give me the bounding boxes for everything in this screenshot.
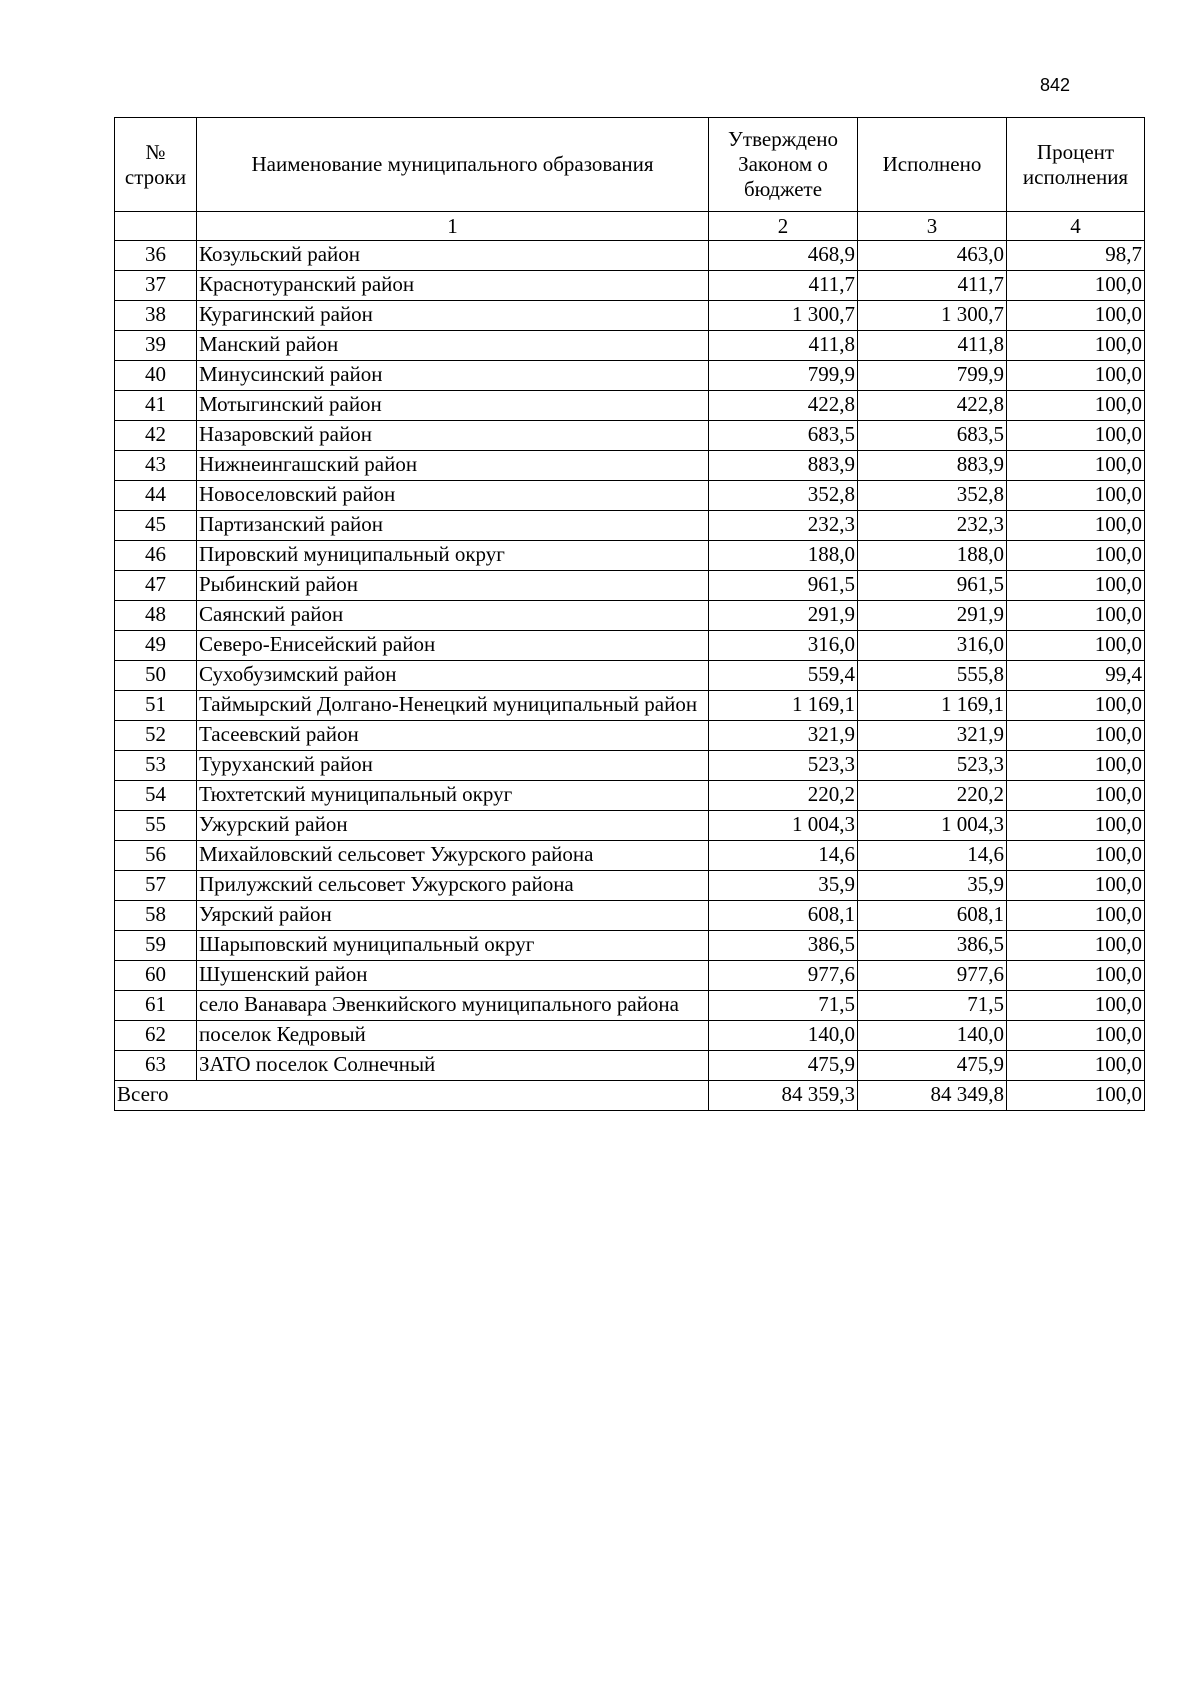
- executed-value: 35,9: [858, 871, 1007, 901]
- row-number: 42: [115, 421, 197, 451]
- row-number: 47: [115, 571, 197, 601]
- municipality-name: ЗАТО поселок Солнечный: [197, 1051, 709, 1081]
- municipality-name: Курагинский район: [197, 301, 709, 331]
- municipality-name: Рыбинский район: [197, 571, 709, 601]
- approved-value: 977,6: [709, 961, 858, 991]
- municipality-name: Северо-Енисейский район: [197, 631, 709, 661]
- percent-value: 100,0: [1007, 541, 1145, 571]
- percent-value: 100,0: [1007, 691, 1145, 721]
- municipality-name: Партизанский район: [197, 511, 709, 541]
- table-row: [115, 481, 1145, 511]
- row-number: 59: [115, 931, 197, 961]
- municipality-name: Пировский муниципальный округ: [197, 541, 709, 571]
- municipality-name: Сухобузимский район: [197, 661, 709, 691]
- executed-value: 411,8: [858, 331, 1007, 361]
- municipality-name: Манский район: [197, 331, 709, 361]
- row-number: 50: [115, 661, 197, 691]
- row-number: 45: [115, 511, 197, 541]
- table-row: [115, 961, 1145, 991]
- municipality-name: Тюхтетский муниципальный округ: [197, 781, 709, 811]
- percent-value: 100,0: [1007, 1051, 1145, 1081]
- percent-value: 100,0: [1007, 571, 1145, 601]
- table-row: [115, 331, 1145, 361]
- executed-value: 321,9: [858, 721, 1007, 751]
- approved-value: 1 300,7: [709, 301, 858, 331]
- table-row: [115, 451, 1145, 481]
- row-number: 40: [115, 361, 197, 391]
- approved-value: 523,3: [709, 751, 858, 781]
- approved-value: 411,8: [709, 331, 858, 361]
- executed-value: 977,6: [858, 961, 1007, 991]
- total-approved: 84 359,3: [709, 1081, 858, 1111]
- municipality-name: Мотыгинский район: [197, 391, 709, 421]
- total-row: [115, 1081, 1145, 1111]
- table-row: [115, 1051, 1145, 1081]
- header-name: Наименование муниципального образования: [197, 118, 709, 212]
- approved-value: 883,9: [709, 451, 858, 481]
- percent-value: 100,0: [1007, 421, 1145, 451]
- row-number: 46: [115, 541, 197, 571]
- table-body: [115, 241, 1145, 1081]
- table-row: [115, 421, 1145, 451]
- executed-value: 71,5: [858, 991, 1007, 1021]
- row-number: 43: [115, 451, 197, 481]
- row-number: 57: [115, 871, 197, 901]
- column-number: 2: [709, 212, 858, 241]
- municipality-name: Шарыповский муниципальный округ: [197, 931, 709, 961]
- municipality-name: Ужурский район: [197, 811, 709, 841]
- table-row: [115, 751, 1145, 781]
- row-number: 52: [115, 721, 197, 751]
- executed-value: 961,5: [858, 571, 1007, 601]
- row-number: 36: [115, 241, 197, 271]
- executed-value: 475,9: [858, 1051, 1007, 1081]
- percent-value: 100,0: [1007, 331, 1145, 361]
- approved-value: 386,5: [709, 931, 858, 961]
- percent-value: 100,0: [1007, 991, 1145, 1021]
- approved-value: 608,1: [709, 901, 858, 931]
- table-row: [115, 841, 1145, 871]
- table-row: [115, 901, 1145, 931]
- executed-value: 291,9: [858, 601, 1007, 631]
- approved-value: 411,7: [709, 271, 858, 301]
- table-row: [115, 661, 1145, 691]
- municipality-name: поселок Кедровый: [197, 1021, 709, 1051]
- approved-value: 220,2: [709, 781, 858, 811]
- table-row: [115, 871, 1145, 901]
- executed-value: 352,8: [858, 481, 1007, 511]
- approved-value: 35,9: [709, 871, 858, 901]
- row-number: 55: [115, 811, 197, 841]
- table-row: [115, 691, 1145, 721]
- percent-value: 100,0: [1007, 301, 1145, 331]
- row-number: 58: [115, 901, 197, 931]
- municipality-name: Шушенский район: [197, 961, 709, 991]
- table-row: [115, 1021, 1145, 1051]
- approved-value: 321,9: [709, 721, 858, 751]
- executed-value: 555,8: [858, 661, 1007, 691]
- executed-value: 683,5: [858, 421, 1007, 451]
- column-numbers-row: [115, 212, 1145, 241]
- executed-value: 1 300,7: [858, 301, 1007, 331]
- row-number: 41: [115, 391, 197, 421]
- row-number: 37: [115, 271, 197, 301]
- row-number: 63: [115, 1051, 197, 1081]
- percent-value: 100,0: [1007, 931, 1145, 961]
- municipality-name: Назаровский район: [197, 421, 709, 451]
- percent-value: 100,0: [1007, 781, 1145, 811]
- row-number: 54: [115, 781, 197, 811]
- approved-value: 468,9: [709, 241, 858, 271]
- percent-value: 100,0: [1007, 961, 1145, 991]
- percent-value: 100,0: [1007, 361, 1145, 391]
- approved-value: 291,9: [709, 601, 858, 631]
- executed-value: 463,0: [858, 241, 1007, 271]
- header-row-no: № строки: [115, 118, 197, 212]
- percent-value: 100,0: [1007, 391, 1145, 421]
- executed-value: 188,0: [858, 541, 1007, 571]
- table-header-row: [115, 118, 1145, 212]
- municipality-name: Таймырский Долгано-Ненецкий муниципальный район: [197, 691, 709, 721]
- approved-value: 559,4: [709, 661, 858, 691]
- percent-value: 100,0: [1007, 721, 1145, 751]
- executed-value: 1 004,3: [858, 811, 1007, 841]
- column-number: 4: [1007, 212, 1145, 241]
- executed-value: 799,9: [858, 361, 1007, 391]
- approved-value: 71,5: [709, 991, 858, 1021]
- header-percent: Процент исполнения: [1007, 118, 1145, 212]
- percent-value: 100,0: [1007, 481, 1145, 511]
- row-number: 48: [115, 601, 197, 631]
- table-row: [115, 241, 1145, 271]
- executed-value: 14,6: [858, 841, 1007, 871]
- executed-value: 523,3: [858, 751, 1007, 781]
- percent-value: 100,0: [1007, 1021, 1145, 1051]
- executed-value: 1 169,1: [858, 691, 1007, 721]
- percent-value: 100,0: [1007, 871, 1145, 901]
- approved-value: 475,9: [709, 1051, 858, 1081]
- executed-value: 422,8: [858, 391, 1007, 421]
- row-number: 38: [115, 301, 197, 331]
- executed-value: 608,1: [858, 901, 1007, 931]
- executed-value: 411,7: [858, 271, 1007, 301]
- approved-value: 422,8: [709, 391, 858, 421]
- row-number: 61: [115, 991, 197, 1021]
- municipality-name: Новоселовский район: [197, 481, 709, 511]
- table-row: [115, 391, 1145, 421]
- table-row: [115, 781, 1145, 811]
- percent-value: 100,0: [1007, 451, 1145, 481]
- row-number: 53: [115, 751, 197, 781]
- approved-value: 14,6: [709, 841, 858, 871]
- executed-value: 386,5: [858, 931, 1007, 961]
- budget-execution-table: [114, 117, 1145, 1111]
- header-executed: Исполнено: [858, 118, 1007, 212]
- row-number: 39: [115, 331, 197, 361]
- municipality-name: Саянский район: [197, 601, 709, 631]
- approved-value: 232,3: [709, 511, 858, 541]
- executed-value: 883,9: [858, 451, 1007, 481]
- column-number-blank: [115, 212, 197, 241]
- municipality-name: село Ванавара Эвенкийского муниципального района: [197, 991, 709, 1021]
- total-percent: 100,0: [1007, 1081, 1145, 1111]
- column-number: 3: [858, 212, 1007, 241]
- row-number: 60: [115, 961, 197, 991]
- page-number: 842: [1040, 75, 1071, 95]
- row-number: 44: [115, 481, 197, 511]
- total-label: Всего: [115, 1081, 709, 1111]
- municipality-name: Краснотуранский район: [197, 271, 709, 301]
- column-number: 1: [197, 212, 709, 241]
- table-row: [115, 601, 1145, 631]
- table-row: [115, 271, 1145, 301]
- row-number: 56: [115, 841, 197, 871]
- total-executed: 84 349,8: [858, 1081, 1007, 1111]
- executed-value: 140,0: [858, 1021, 1007, 1051]
- municipality-name: Михайловский сельсовет Ужурского района: [197, 841, 709, 871]
- table-row: [115, 301, 1145, 331]
- municipality-name: Тасеевский район: [197, 721, 709, 751]
- approved-value: 1 169,1: [709, 691, 858, 721]
- percent-value: 100,0: [1007, 601, 1145, 631]
- percent-value: 100,0: [1007, 811, 1145, 841]
- table-row: [115, 571, 1145, 601]
- municipality-name: Уярский район: [197, 901, 709, 931]
- row-number: 49: [115, 631, 197, 661]
- approved-value: 961,5: [709, 571, 858, 601]
- approved-value: 188,0: [709, 541, 858, 571]
- percent-value: 100,0: [1007, 511, 1145, 541]
- table-row: [115, 811, 1145, 841]
- approved-value: 1 004,3: [709, 811, 858, 841]
- approved-value: 316,0: [709, 631, 858, 661]
- percent-value: 100,0: [1007, 901, 1145, 931]
- executed-value: 316,0: [858, 631, 1007, 661]
- approved-value: 683,5: [709, 421, 858, 451]
- percent-value: 98,7: [1007, 241, 1145, 271]
- approved-value: 352,8: [709, 481, 858, 511]
- header-approved: Утверждено Законом о бюджете: [709, 118, 858, 212]
- percent-value: 99,4: [1007, 661, 1145, 691]
- table-row: [115, 541, 1145, 571]
- municipality-name: Нижнеингашский район: [197, 451, 709, 481]
- table-row: [115, 721, 1145, 751]
- municipality-name: Минусинский район: [197, 361, 709, 391]
- municipality-name: Козульский район: [197, 241, 709, 271]
- approved-value: 799,9: [709, 361, 858, 391]
- row-number: 62: [115, 1021, 197, 1051]
- table-row: [115, 511, 1145, 541]
- percent-value: 100,0: [1007, 841, 1145, 871]
- municipality-name: Туруханский район: [197, 751, 709, 781]
- municipality-name: Прилужский сельсовет Ужурского района: [197, 871, 709, 901]
- percent-value: 100,0: [1007, 751, 1145, 781]
- percent-value: 100,0: [1007, 271, 1145, 301]
- percent-value: 100,0: [1007, 631, 1145, 661]
- table-row: [115, 991, 1145, 1021]
- executed-value: 220,2: [858, 781, 1007, 811]
- table-row: [115, 361, 1145, 391]
- table-row: [115, 631, 1145, 661]
- row-number: 51: [115, 691, 197, 721]
- table-row: [115, 931, 1145, 961]
- executed-value: 232,3: [858, 511, 1007, 541]
- approved-value: 140,0: [709, 1021, 858, 1051]
